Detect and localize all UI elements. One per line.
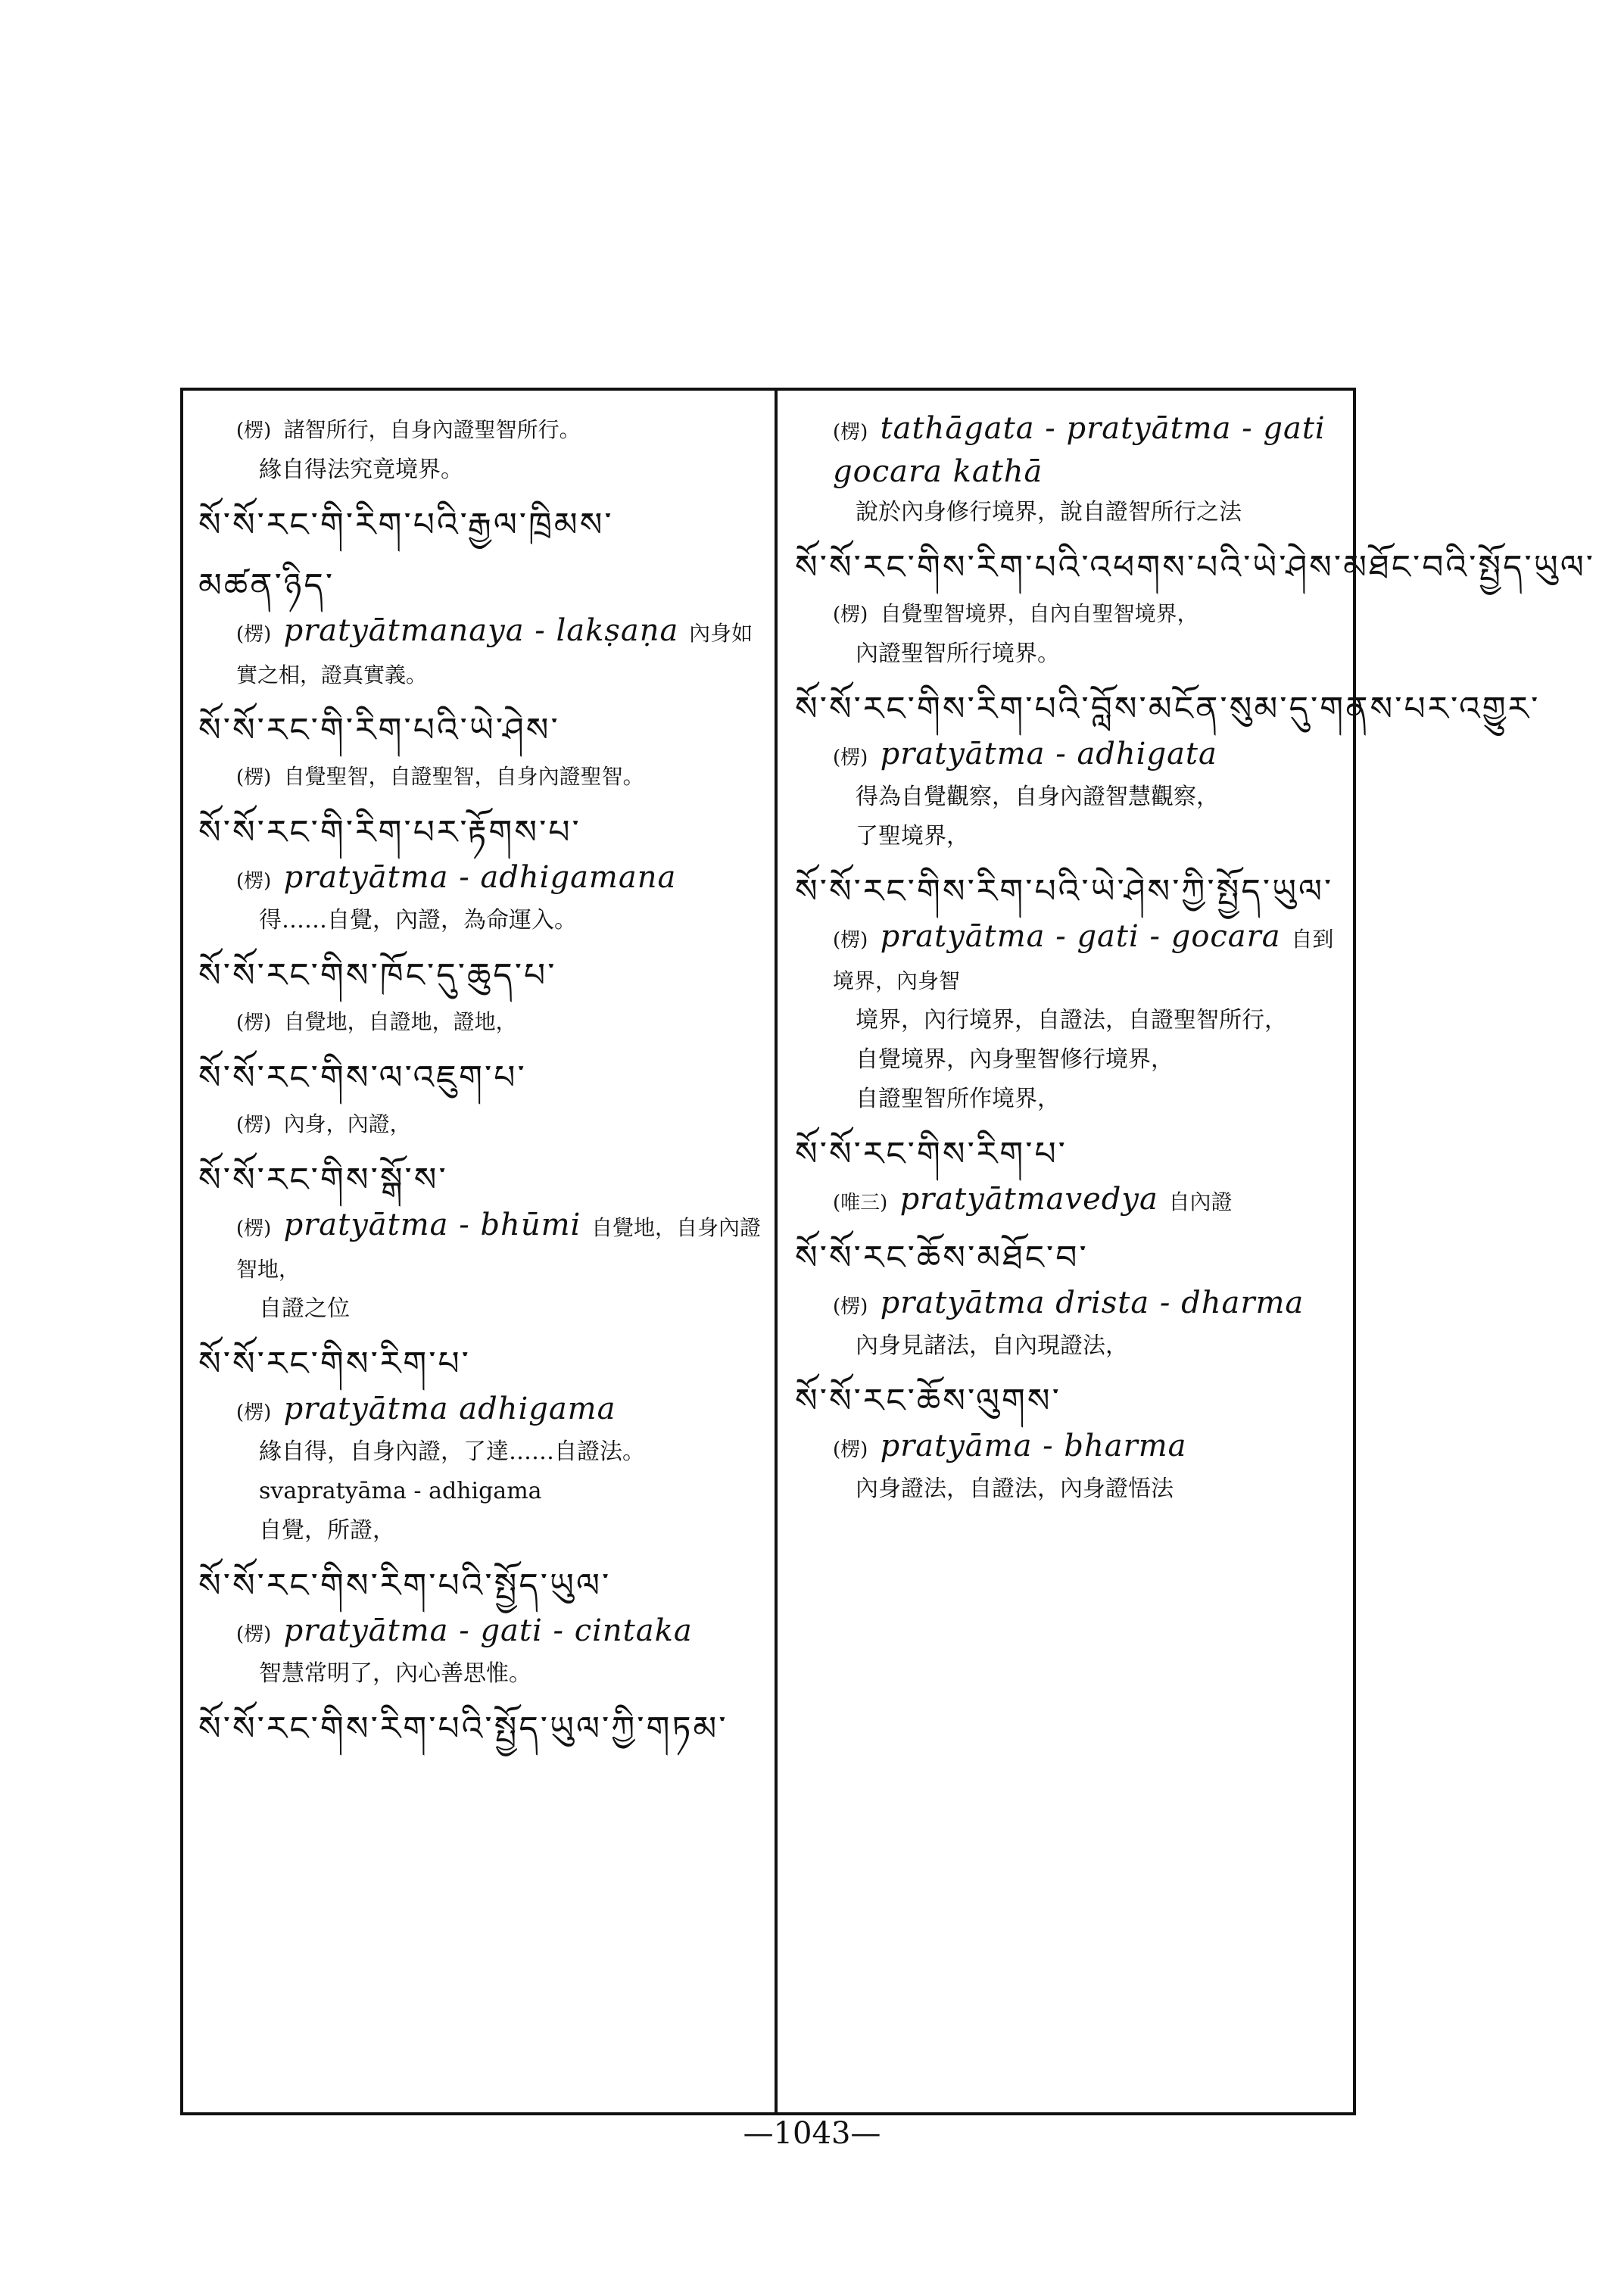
dictionary-entry — [795, 543, 1595, 674]
sanskrit-term: pratyātma - gati - cintaka — [283, 1613, 693, 1648]
dictionary-entry — [198, 1053, 762, 1145]
tibetan-headword: སོ་སོ་རང་གིས་རིག་པའི་བློས་མངོན་སུམ་དུ་གནས་པར་འགྱུར་ — [795, 690, 1541, 728]
source-tag: (楞) — [236, 419, 278, 442]
dictionary-entry — [795, 867, 1348, 1119]
chinese-gloss: 自到境界，內身智 — [833, 927, 1334, 993]
dictionary-entry — [795, 1233, 1348, 1366]
definition-continuation: 內身證法，自證法，內身證悟法 — [856, 1476, 1174, 1502]
tibetan-headword: སོ་སོ་རང་གིས་རིག་པའི་ཡེ་ཤེས་ཀྱི་སྤྱོད་ཡུལ་ — [795, 872, 1334, 911]
tibetan-headword: སོ་སོ་རང་ཆོས་མཐོང་བ་ — [795, 1239, 1089, 1277]
chinese-gloss: 諸智所行，自身內證聖智所行。 — [283, 417, 581, 442]
definition-continuation: 內證聖智所行境界。 — [856, 641, 1060, 667]
dictionary-entry — [198, 951, 762, 1043]
definition-line — [198, 409, 762, 450]
definition-line — [795, 593, 1348, 634]
dictionary-entry — [795, 684, 1541, 856]
sanskrit-term: pratyātma - gati - gocara — [880, 919, 1292, 954]
tibetan-headword: སོ་སོ་རང་གི་རིག་པའི་རྒྱལ་ཁྲིམས་ — [198, 506, 614, 544]
tibetan-headword: སོ་སོ་རང་གིས་སྒོ་ས་ — [198, 1161, 448, 1199]
definition-line — [198, 1001, 762, 1043]
definition-line — [198, 1389, 762, 1432]
tibetan-headword: སོ་སོ་རང་གི་རིག་པའི་ཡེ་ཤེས་ — [198, 711, 560, 750]
tibetan-headword: སོ་སོ་རང་གིས་རིག་པའི་སྤྱོད་ཡུལ་ — [198, 1566, 612, 1605]
source-tag: (楞) — [236, 1114, 278, 1136]
sanskrit-term: pratyātma - adhigata — [880, 737, 1217, 771]
source-tag: (楞) — [833, 603, 874, 626]
definition-line — [795, 1180, 1348, 1223]
dictionary-entry — [198, 1155, 762, 1329]
dictionary-entry — [198, 706, 762, 797]
definition-line — [795, 734, 1348, 778]
right-column — [795, 409, 1595, 2105]
tibetan-headword: སོ་སོ་རང་གི་རིག་པར་རྟོགས་པ་ — [198, 813, 581, 852]
source-tag: (楞) — [833, 421, 874, 444]
tibetan-headword: མཚན་ཉིད་ — [198, 566, 335, 605]
sanskrit-term: pratyātmavedya — [899, 1182, 1169, 1217]
column-divider — [775, 388, 778, 2115]
dictionary-entry — [198, 1561, 762, 1694]
definition-continuation: 緣自得，自身內證，了達……自證法。 — [259, 1438, 645, 1465]
source-tag: (楞) — [236, 766, 278, 789]
source-tag: (楞) — [236, 1401, 278, 1424]
dictionary-entry — [198, 409, 762, 490]
tibetan-headword: སོ་སོ་རང་གིས་རིག་པ་ — [795, 1135, 1068, 1173]
dictionary-entry — [795, 409, 1348, 532]
definition-line — [795, 917, 1348, 1001]
definition-continuation: 了聖境界， — [856, 823, 969, 849]
definition-line — [198, 611, 762, 695]
chinese-gloss: 自覺聖智境界，自內自聖智境界， — [880, 601, 1199, 626]
source-tag: (楞) — [833, 1438, 874, 1461]
tibetan-headword: སོ་སོ་རང་གིས་ལ་འཇུག་པ་ — [198, 1058, 527, 1097]
sanskrit-term: pratyātma adhigama — [283, 1392, 616, 1426]
definition-continuation: svapratyāma - adhigama — [259, 1478, 542, 1504]
definition-continuation: 得為自覺觀察，自身內證智慧觀察， — [856, 784, 1219, 810]
left-column — [198, 409, 762, 2105]
tibetan-headword: སོ་སོ་རང་གིས་ཁོང་དུ་ཆུད་པ་ — [198, 956, 557, 995]
chinese-gloss: 內身，內證， — [283, 1111, 411, 1136]
sanskrit-term: pratyātmanaya - lakṣaṇa — [283, 613, 690, 648]
definition-continuation: 自覺境界，內身聖智修行境界， — [856, 1046, 1174, 1073]
source-tag: (楞) — [833, 746, 874, 769]
definition-line — [795, 409, 1348, 493]
source-tag: (楞) — [236, 870, 278, 893]
source-tag: (楞) — [236, 1623, 278, 1646]
definition-line — [795, 1426, 1348, 1470]
definition-continuation: 境界，內行境界，自證法，自證聖智所行， — [856, 1007, 1287, 1033]
source-tag: (唯三) — [833, 1192, 894, 1214]
dictionary-entry — [795, 1376, 1348, 1509]
tibetan-headword: སོ་སོ་རང་གིས་རིག་པའི་སྤྱོད་ཡུལ་ཀྱི་གཏམ་ — [198, 1710, 728, 1748]
dictionary-entry — [198, 1704, 762, 1754]
dictionary-entry — [795, 1130, 1348, 1223]
source-tag: (楞) — [833, 929, 874, 952]
definition-line — [198, 1205, 762, 1289]
source-tag: (楞) — [236, 1217, 278, 1240]
page-number: —1043— — [743, 2116, 881, 2151]
chinese-gloss: 自覺聖智，自證聖智，自身內證聖智。 — [283, 764, 644, 789]
definition-continuation: 緣自得法究竟境界。 — [259, 457, 463, 483]
definition-line — [198, 858, 762, 901]
definition-continuation: 說於內身修行境界，說自證智所行之法 — [856, 499, 1242, 525]
definition-continuation: 自覺，所證， — [259, 1517, 395, 1544]
sanskrit-term: pratyātma drista - dharma — [880, 1286, 1304, 1320]
definition-continuation: 自證之位 — [259, 1295, 350, 1322]
dictionary-entry — [198, 808, 762, 940]
dictionary-entry — [198, 1339, 762, 1551]
dictionary-entry — [198, 561, 762, 695]
chinese-gloss: 自內證 — [1168, 1189, 1233, 1214]
source-tag: (楞) — [833, 1295, 874, 1318]
tibetan-headword: སོ་སོ་རང་གིས་རིག་པ་ — [198, 1345, 471, 1383]
definition-line — [198, 756, 762, 797]
definition-continuation: 得……自覺，內證，為命運入。 — [259, 907, 577, 933]
definition-line — [795, 1283, 1348, 1326]
tibetan-headword: སོ་སོ་རང་ཆོས་ལུགས་ — [795, 1382, 1061, 1420]
source-tag: (楞) — [236, 623, 278, 646]
definition-line — [198, 1103, 762, 1145]
definition-continuation: 智慧常明了，內心善思惟。 — [259, 1660, 531, 1687]
definition-continuation: 自證聖智所作境界， — [856, 1086, 1060, 1112]
tibetan-headword: སོ་སོ་རང་གིས་རིག་པའི་འཕགས་པའི་ཡེ་ཤེས་མཐོང་བའི་སྤྱོད་ཡུལ་ — [795, 548, 1595, 587]
chinese-gloss: 自覺地，自證地，證地， — [283, 1009, 517, 1034]
sanskrit-term: pratyātma - bhūmi — [283, 1208, 592, 1242]
sanskrit-term: pratyātma - adhigamana — [283, 860, 677, 895]
source-tag: (楞) — [236, 1011, 278, 1034]
sanskrit-term: tathāgata - pratyātma - gati gocara kathā — [833, 411, 1326, 489]
definition-continuation: 內身見諸法，自內現證法， — [856, 1332, 1128, 1359]
definition-line — [198, 1611, 762, 1654]
chinese-gloss: 內身如實之相，證真實義。 — [236, 621, 753, 687]
chinese-gloss: 自覺地，自身內證智地， — [236, 1215, 762, 1282]
dictionary-entry — [198, 500, 762, 550]
sanskrit-term: pratyāma - bharma — [880, 1429, 1187, 1463]
